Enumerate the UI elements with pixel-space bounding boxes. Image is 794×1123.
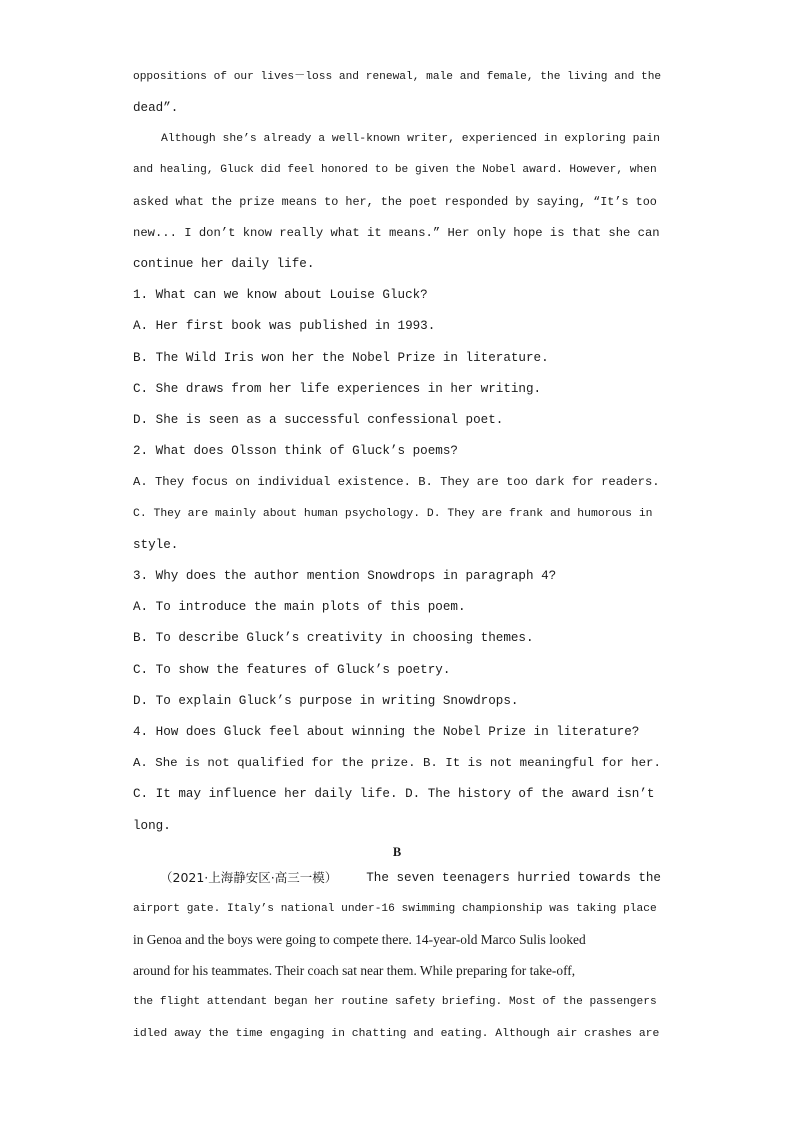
- question-3-option-a: A. To introduce the main plots of this poem.: [133, 600, 466, 614]
- passage-line: asked what the prize means to her, the poet responded by saying, “It’s too: [133, 195, 657, 209]
- passage-line: idled away the time engaging in chatting and eating. Although air crashes are: [133, 1028, 660, 1040]
- question-1-stem: 1. What can we know about Louise Gluck?: [133, 288, 428, 302]
- question-3-stem: 3. Why does the author mention Snowdrops in paragraph 4?: [133, 569, 557, 583]
- question-1-option-d: D. She is seen as a successful confessional poet.: [133, 413, 504, 427]
- section-heading: B: [392, 845, 402, 859]
- passage-line: airport gate. Italy’s national under-16 swimming championship was taking place: [133, 903, 657, 915]
- question-3-option-d: D. To explain Gluck’s purpose in writing Snowdrops.: [133, 694, 519, 708]
- passage-line: dead”.: [133, 101, 179, 115]
- passage-line: and healing, Gluck did feel honored to be given the Nobel award. However, when: [133, 164, 657, 176]
- section-b-first-line: [160, 870, 661, 886]
- question-3-option-b: B. To describe Gluck’s creativity in choosing themes.: [133, 631, 534, 645]
- question-1-option-b: B. The Wild Iris won her the Nobel Prize in literature.: [133, 351, 549, 365]
- passage-line: Although she’s already a well-known writer, experienced in exploring pain: [161, 133, 660, 145]
- passage-line: new... I don’t know really what it means.” Her only hope is that she can: [133, 226, 660, 240]
- question-4-options-cd-continued: long.: [133, 819, 171, 833]
- question-2-options-ab: A. They focus on individual existence. B. They are too dark for readers.: [133, 475, 660, 489]
- question-2-options-cd-continued: style.: [133, 538, 179, 552]
- question-4-options-ab: A. She is not qualified for the prize. B. It is not meaningful for her.: [133, 756, 661, 770]
- source-label: （2021·上海静安区·高三一模）: [160, 870, 338, 885]
- passage-line: the flight attendant began her routine safety briefing. Most of the passengers: [133, 996, 657, 1008]
- passage-line: continue her daily life.: [133, 257, 315, 271]
- question-2-stem: 2. What does Olsson think of Gluck’s poems?: [133, 444, 458, 458]
- passage-line: The seven teenagers hurried towards the: [366, 871, 661, 885]
- question-4-options-cd: C. It may influence her daily life. D. The history of the award isn’t: [133, 787, 655, 801]
- passage-line: oppositions of our lives－loss and renewal, male and female, the living and the: [133, 71, 662, 83]
- passage-line: around for his teammates. Their coach sat near them. While preparing for take-off,: [133, 963, 576, 978]
- question-1-option-a: A. Her first book was published in 1993.: [133, 319, 436, 333]
- question-3-option-c: C. To show the features of Gluck’s poetry.: [133, 663, 451, 677]
- question-2-options-cd: C. They are mainly about human psychology. D. They are frank and humorous in: [133, 508, 653, 520]
- question-1-option-c: C. She draws from her life experiences in her writing.: [133, 382, 542, 396]
- passage-line: in Genoa and the boys were going to compete there. 14-year-old Marco Sulis looked: [133, 932, 586, 947]
- question-4-stem: 4. How does Gluck feel about winning the Nobel Prize in literature?: [133, 725, 640, 739]
